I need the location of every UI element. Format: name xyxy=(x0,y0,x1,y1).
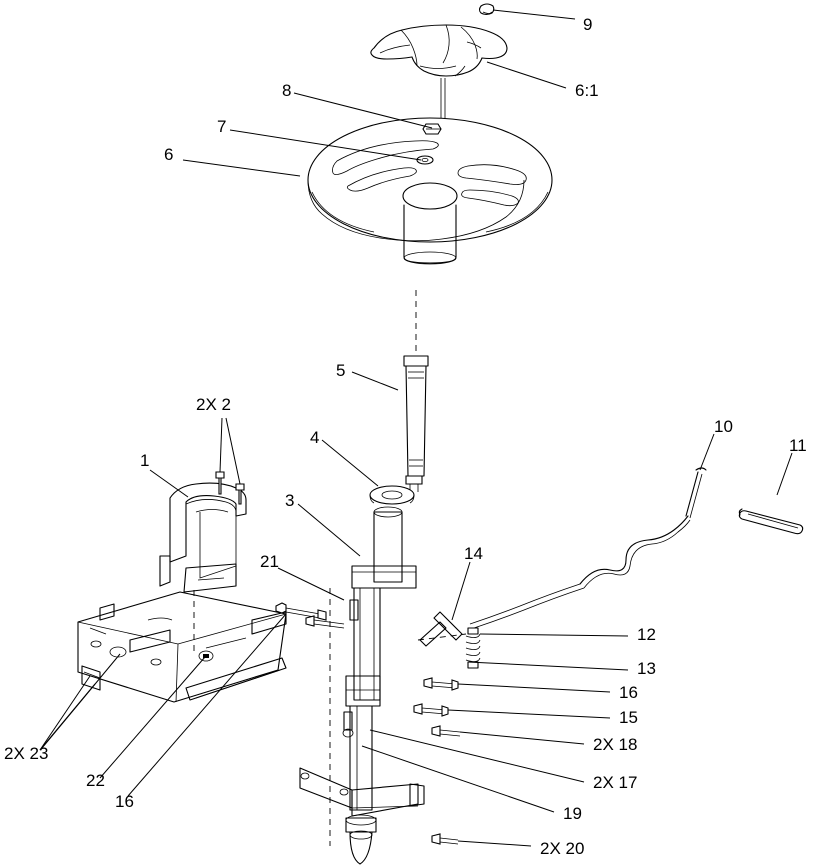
leader-2x2-b xyxy=(226,418,240,484)
leader-6 xyxy=(183,160,300,176)
part-1-console-cover xyxy=(160,483,246,592)
part-8-nut xyxy=(423,124,441,134)
leader-22 xyxy=(100,657,205,778)
leader-3 xyxy=(298,504,360,556)
leader-2x23-b xyxy=(40,676,90,750)
part-22-base-plate xyxy=(78,592,286,702)
callout-6: 6 xyxy=(164,145,174,164)
leader-11 xyxy=(777,453,792,495)
leader-2x20 xyxy=(458,841,531,846)
leader-13 xyxy=(468,662,628,670)
callout-5: 5 xyxy=(336,361,346,380)
callout-2x23: 2X 23 xyxy=(4,744,49,763)
callout-3: 3 xyxy=(285,491,295,510)
part-6-steering-wheel xyxy=(308,118,552,264)
callout-2x17: 2X 17 xyxy=(593,773,638,792)
leader-12 xyxy=(480,634,628,636)
callout-6-1: 6:1 xyxy=(575,81,599,100)
callout-10: 10 xyxy=(714,417,733,436)
callout-9: 9 xyxy=(583,15,593,34)
part-20-bolt xyxy=(432,834,458,844)
leader-19 xyxy=(362,746,554,812)
leader-2x17 xyxy=(370,730,584,782)
part-16b-bolt xyxy=(424,678,458,690)
callout-21: 21 xyxy=(260,552,279,571)
leader-1 xyxy=(150,470,188,497)
leader-2x18 xyxy=(460,732,584,744)
leader-4 xyxy=(322,440,378,486)
leader-15 xyxy=(448,710,610,718)
leader-14 xyxy=(452,562,470,620)
part-19-lower-bracket xyxy=(300,768,424,816)
callout-14: 14 xyxy=(464,544,483,563)
callout-16-left: 16 xyxy=(115,792,134,811)
part-6-1-steering-wheel-cap xyxy=(371,25,507,76)
part-4-bushing xyxy=(370,486,414,504)
callout-2x18: 2X 18 xyxy=(593,735,638,754)
leader-16a xyxy=(128,614,286,796)
leader-6-1 xyxy=(487,62,566,88)
part-5-steering-shaft xyxy=(404,356,428,492)
rod-to-column-link-2 xyxy=(474,588,584,628)
leader-2x2-a xyxy=(220,418,222,472)
callout-12: 12 xyxy=(637,625,656,644)
leader-9 xyxy=(493,10,575,19)
leader-16b xyxy=(458,684,610,692)
leader-5 xyxy=(352,372,398,390)
leader-2x23-c xyxy=(42,654,120,748)
callout-8: 8 xyxy=(282,81,292,100)
part-14-clip xyxy=(420,612,462,646)
callout-13: 13 xyxy=(637,659,656,678)
leader-21 xyxy=(278,568,344,600)
part-10-rod xyxy=(580,468,706,588)
leader-8 xyxy=(294,93,432,128)
part-9-cap xyxy=(480,4,494,15)
callout-1: 1 xyxy=(140,451,150,470)
callout-2x2: 2X 2 xyxy=(196,395,231,414)
leader-10 xyxy=(700,434,714,470)
callout-2x20: 2X 20 xyxy=(540,839,585,858)
callout-15: 15 xyxy=(619,708,638,727)
callout-19: 19 xyxy=(563,804,582,823)
callout-11: 11 xyxy=(789,436,807,455)
callout-7: 7 xyxy=(217,117,227,136)
callout-22: 22 xyxy=(86,771,105,790)
part-15-bolt xyxy=(414,704,448,716)
callout-16-right: 16 xyxy=(619,683,638,702)
callout-4: 4 xyxy=(310,428,320,447)
rod-to-column-link xyxy=(470,584,580,624)
part-11-grip xyxy=(739,509,802,534)
part-18-bolts xyxy=(432,726,460,736)
